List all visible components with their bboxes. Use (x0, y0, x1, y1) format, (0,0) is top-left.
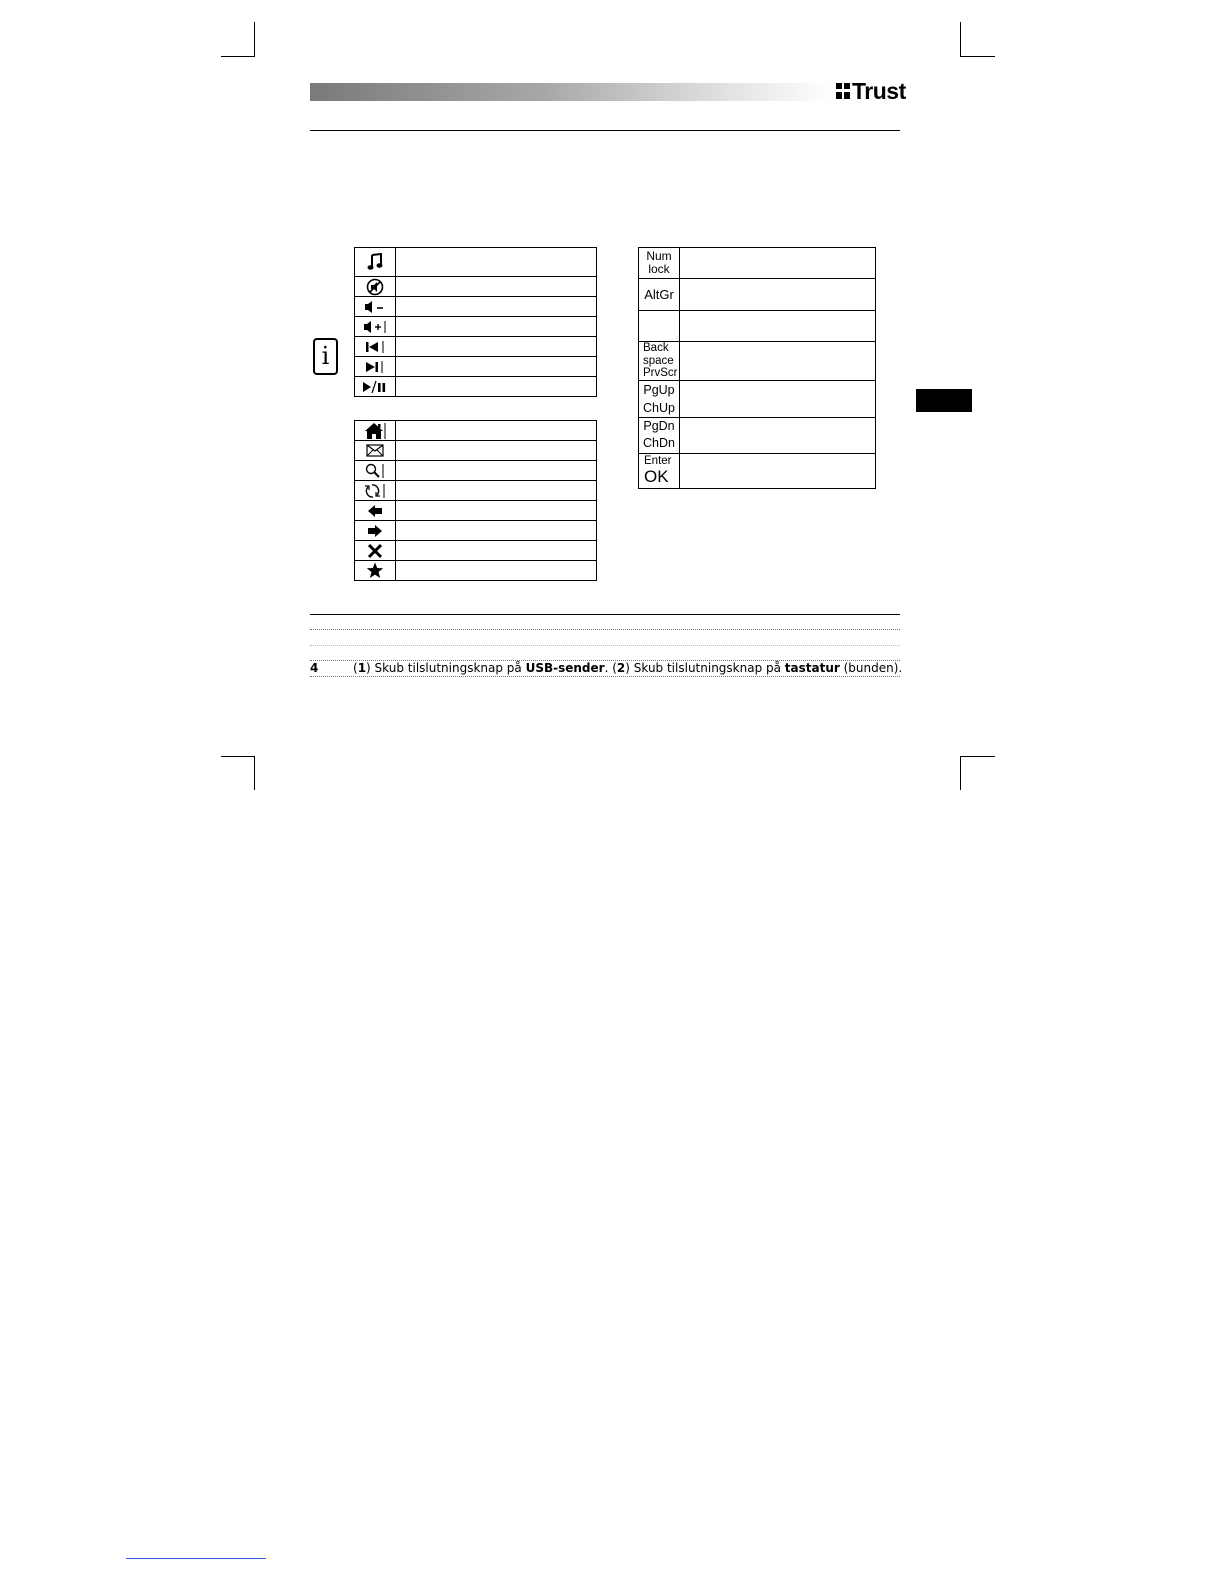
description-cell (680, 453, 876, 488)
previous-track-icon (355, 337, 396, 357)
description-cell (396, 337, 597, 357)
table-row (639, 342, 876, 381)
crop-mark (221, 56, 255, 57)
text-fragment: . ( (604, 661, 617, 675)
table-row (355, 377, 597, 397)
step-number: 4 (310, 661, 319, 675)
search-icon (355, 461, 396, 481)
dotted-rule (310, 676, 900, 677)
key-label: AltGr (644, 287, 674, 302)
info-icon: i (313, 338, 338, 375)
altgr-key (639, 279, 680, 311)
table-row (355, 248, 597, 277)
description-cell (680, 311, 876, 342)
key-label: PgDn (643, 419, 675, 433)
key-label: ChUp (643, 400, 675, 415)
description-cell (680, 342, 876, 381)
table-row (639, 417, 876, 453)
key-label: space (643, 354, 674, 367)
description-cell (396, 357, 597, 377)
logo-mark-icon (836, 81, 850, 101)
table-row (355, 357, 597, 377)
text-bold: 1 (357, 661, 367, 675)
table-row (355, 337, 597, 357)
table-row (639, 311, 876, 342)
table-row (639, 248, 876, 279)
key-label: ChDn (643, 436, 675, 450)
table-row (355, 481, 597, 501)
table-row (639, 453, 876, 488)
favorites-star-icon (355, 561, 396, 581)
key-label: lock (648, 262, 670, 276)
description-cell (396, 377, 597, 397)
description-cell (396, 277, 597, 297)
pgdn-key (639, 417, 680, 453)
description-cell (680, 417, 876, 453)
crop-mark (254, 756, 255, 790)
text-fragment: ) Skub tilslutningsknap på (366, 661, 526, 675)
email-icon (355, 441, 396, 461)
table-row (355, 421, 597, 441)
table-row (355, 277, 597, 297)
logo-text: Trust (852, 78, 906, 104)
crop-mark (960, 56, 995, 57)
volume-down-icon (355, 297, 396, 317)
text-fragment: (bunden). (839, 661, 903, 675)
description-cell (396, 441, 597, 461)
description-cell (396, 521, 597, 541)
table-row (355, 561, 597, 581)
description-cell (396, 317, 597, 337)
next-track-icon (355, 357, 396, 377)
table-row (639, 279, 876, 311)
music-note-icon (355, 248, 396, 277)
dotted-rule (310, 629, 900, 630)
crop-mark (254, 22, 255, 56)
mute-icon (355, 277, 396, 297)
key-label: OK (644, 467, 669, 486)
stop-icon (355, 541, 396, 561)
table-row (355, 521, 597, 541)
dotted-rule (310, 645, 900, 646)
table-row (639, 380, 876, 417)
crop-mark (960, 22, 961, 56)
crop-mark (960, 756, 961, 790)
web-keys-table (354, 420, 597, 581)
key-label: Back (643, 342, 669, 354)
numlock-key (639, 248, 680, 279)
table-row (355, 317, 597, 337)
crop-mark (960, 756, 995, 757)
description-cell (680, 279, 876, 311)
header-rule (310, 130, 900, 131)
refresh-icon (355, 481, 396, 501)
brand-logo (836, 78, 906, 104)
description-cell (396, 481, 597, 501)
table-row (355, 501, 597, 521)
table-row (355, 297, 597, 317)
crop-mark (221, 756, 255, 757)
description-cell (396, 541, 597, 561)
enter-key (639, 453, 680, 488)
key-label: Num (646, 249, 672, 263)
text-bold: USB-sender (525, 661, 605, 675)
description-cell (396, 461, 597, 481)
text-fragment: ) Skub tilslutningsknap på (625, 661, 785, 675)
table-row (355, 541, 597, 561)
description-cell (680, 380, 876, 417)
text-fragment: ( (353, 661, 358, 675)
backspace-key (639, 342, 680, 381)
back-arrow-icon (355, 501, 396, 521)
key-label: PrvScr (643, 367, 678, 379)
step-text (353, 660, 902, 676)
volume-up-icon (355, 317, 396, 337)
text-bold: 2 (616, 661, 626, 675)
description-cell (680, 248, 876, 279)
description-cell (396, 501, 597, 521)
table-row (355, 441, 597, 461)
media-keys-table (354, 247, 597, 397)
home-icon (355, 421, 396, 441)
description-cell (396, 248, 597, 277)
key-label: Enter (644, 455, 672, 467)
forward-arrow-icon (355, 521, 396, 541)
special-keys-table (638, 247, 876, 489)
footer-link-underline[interactable] (126, 1558, 266, 1559)
section-rule (310, 614, 900, 615)
language-tab-marker (916, 389, 972, 412)
description-cell (396, 421, 597, 441)
description-cell (396, 297, 597, 317)
table-row (355, 461, 597, 481)
key-label: PgUp (643, 382, 675, 397)
play-pause-icon (355, 377, 396, 397)
blank-key (639, 311, 680, 342)
text-bold: tastatur (784, 661, 840, 675)
description-cell (396, 561, 597, 581)
header-gradient-bar (310, 83, 832, 101)
pgup-key (639, 380, 680, 417)
